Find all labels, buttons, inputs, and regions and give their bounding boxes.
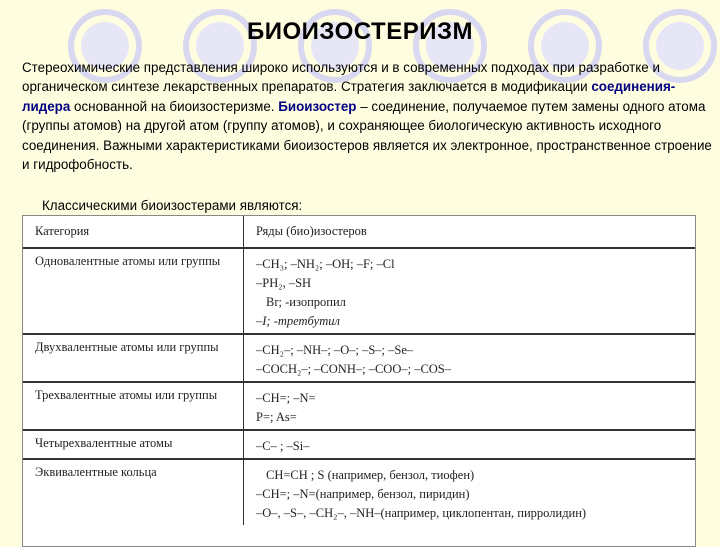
category-cell: Четырехвалентные атомы — [23, 430, 244, 459]
category-cell: Одновалентные атомы или группы — [23, 248, 244, 334]
intro-text-3: – соединение, получаемое путем замены одного атома (группы атомов) на другой атом (группу атомов), и сохраняющее биологическую активность исходного соединения. Важными характеристиками биоизостеров является их электронное, пространственное строение и гидрофобность. — [22, 98, 712, 173]
lead-line: Классическими биоизостерами являются: — [42, 198, 303, 213]
category-cell: Эквивалентные кольца — [23, 459, 244, 525]
group-line: CH=CH ; S (например, бензол, тиофен) — [266, 468, 475, 482]
category-cell: Трехвалентные атомы или группы — [23, 382, 244, 430]
header-groups: Ряды (био)изостеров — [244, 216, 696, 248]
intro-paragraph — [22, 58, 712, 174]
group-line: –COCH₂–; –CONH–; –COO–; –COS– — [256, 362, 452, 376]
group-line: P=; As= — [256, 410, 297, 424]
groups-cell — [244, 382, 696, 430]
group-line: –CH=; –N= — [256, 391, 316, 405]
group-line: –CH₂–; –NH–; –O–; –S–; –Se– — [256, 343, 414, 357]
group-line: –C– ; –Si– — [256, 439, 310, 453]
groups-cell — [244, 430, 696, 459]
table-row — [23, 459, 695, 525]
group-line: –I; -третбутил — [256, 314, 340, 328]
table-row — [23, 248, 695, 334]
group-line: –CH₃; –NH₂; –OH; –F; –Cl — [256, 257, 395, 271]
page-title: БИОИЗОСТЕРИЗМ — [247, 18, 473, 45]
category-cell: Двухвалентные атомы или группы — [23, 334, 244, 382]
intro-text-1: Стереохимические представления широко используются и в современных подходах при разработке и органическом синтезе лекарственных препаратов. Стратегия заключается в модификации — [22, 60, 660, 95]
groups-cell — [244, 459, 696, 525]
lead-compound-term: соединения-лидера — [22, 79, 676, 114]
table-row — [23, 334, 695, 382]
group-line: –O–, –S–, –CH₂–, –NH–(например, циклопентан, пирролидин) — [256, 506, 587, 520]
header-category: Категория — [23, 216, 244, 248]
table-row — [23, 430, 695, 459]
group-line: –PH₂, –SH — [256, 276, 312, 290]
table-row — [23, 382, 695, 430]
group-line: Br; -изопропил — [266, 295, 346, 309]
groups-cell — [244, 248, 696, 334]
bioisoster-term: Биоизостер — [278, 98, 357, 114]
group-line: –CH=; –N=(например, бензол, пиридин) — [256, 487, 470, 501]
groups-cell — [244, 334, 696, 382]
intro-text-2: основанной на биоизостеризме. — [70, 98, 279, 114]
bioisosteres-table — [22, 215, 696, 547]
